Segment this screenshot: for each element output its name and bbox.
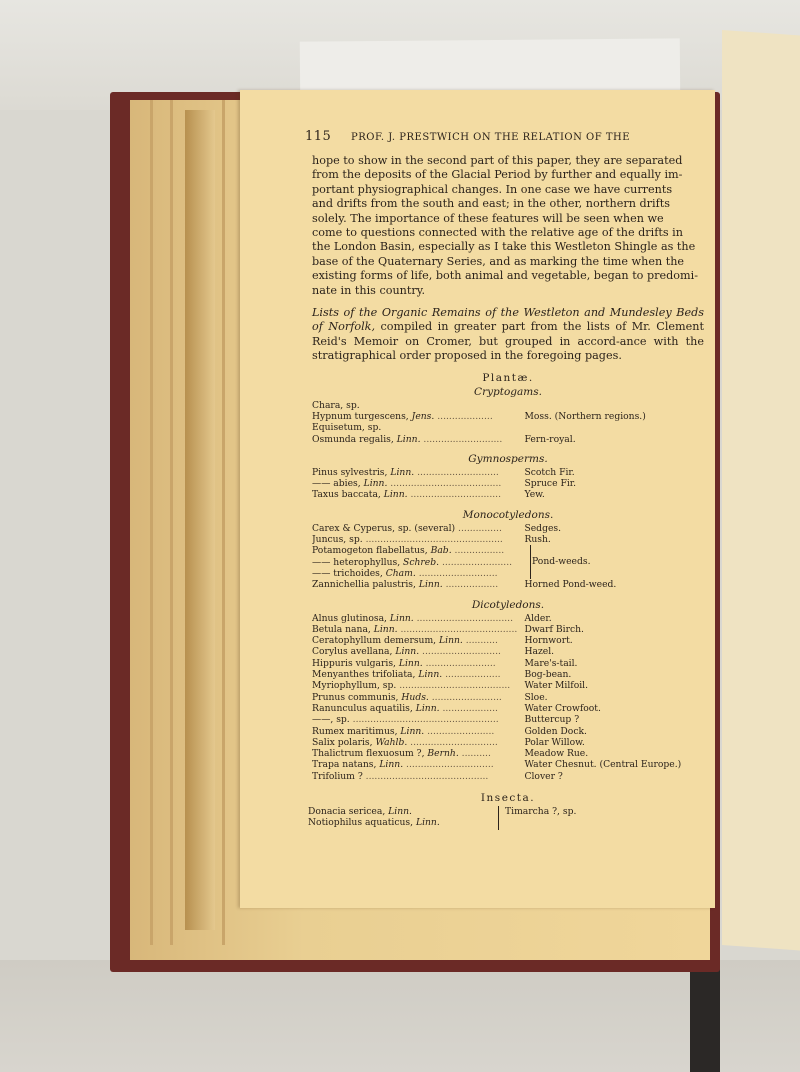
list-item: Betula nana, Linn. ........................................ Dwarf Birch. (312, 623, 584, 635)
list-item: Timarcha ?, sp. (505, 806, 577, 817)
list-item: Trifolium ? .......................................... Clover ? (312, 770, 563, 782)
pond-weeds-label: Pond-weeds. (532, 556, 591, 568)
list-item: Hippuris vulgaris, Linn. ........................ Mare's-tail. (312, 657, 578, 669)
text-line: and drifts from the south and east; in the other, northern drifts (312, 197, 670, 211)
book-gutter (185, 110, 215, 930)
list-item: —— heterophyllus, Schreb. ........................ (312, 556, 513, 568)
page-number: 115 (305, 129, 332, 144)
page-edge (150, 100, 153, 945)
text-line: come to questions connected with the relative age of the drifts in (312, 226, 683, 240)
list-item: Salix polaris, Wahlb. .............................. Polar Willow. (312, 736, 585, 748)
list-item: Notiophilus aquaticus, Linn. (308, 817, 440, 829)
insecta-right-column (498, 806, 576, 830)
text-line: hope to show in the second part of this paper, they are separated (312, 154, 683, 167)
list-item: ——, sp. .................................................. Buttercup ? (312, 714, 580, 726)
list-item: Ceratophyllum demersum, Linn. ........... Hornwort. (312, 635, 573, 647)
cryptogams-list (312, 400, 704, 445)
section-heading-insecta: Insecta. (480, 792, 536, 804)
text-line: nate in this country. (312, 283, 426, 297)
monocotyledons-list (312, 523, 704, 591)
insecta-left-column (308, 806, 498, 830)
list-item: Hypnum turgescens, Jens. ................... Moss. (Northern regions.) (312, 410, 646, 422)
list-item: Chara, sp. (312, 399, 360, 411)
subheading-cryptogams: Cryptogams. (474, 385, 542, 398)
lists-heading-roman: compiled in greater part from the lists of Mr. Clement Reid's Memoir on Cromer, but grouped in accord-ance with the stratigraphical order proposed in the foregoing pages. (312, 320, 704, 363)
text-line: existing forms of life, both animal and vegetable, began to predomi- (312, 269, 698, 283)
text-line: portant physiographical changes. In one case we have currents (312, 182, 673, 196)
list-item: Menyanthes trifoliata, Linn. ................... Bog-bean. (312, 669, 572, 681)
facing-page (722, 30, 800, 950)
subheading-gymnosperms: Gymnosperms. (468, 452, 548, 465)
brace (525, 545, 531, 579)
lists-heading (312, 306, 704, 364)
list-item: Ranunculus aquatilis, Linn. ................... Water Crowfoot. (312, 702, 601, 714)
list-item: Rumex maritimus, Linn. ....................... Golden Dock. (312, 725, 587, 737)
pond-weed-group (312, 545, 704, 579)
list-item: Corylus avellana, Linn. ........................... Hazel. (312, 646, 555, 658)
list-item: Thalictrum flexuosum ?, Bernh. .......... Meadow Rue. (312, 748, 589, 760)
list-item: Pinus sylvestris, Linn. ............................ Scotch Fir. (312, 466, 575, 478)
subheading-dicotyledons: Dicotyledons. (471, 598, 545, 611)
text-line: base of the Quaternary Series, and as marking the time when the (312, 254, 685, 268)
insecta-list (308, 806, 704, 830)
page-content (305, 129, 704, 830)
page-edge (170, 100, 173, 945)
list-item: Potamogeton flabellatus, Bab. ................. (312, 545, 505, 557)
lists-heading-italic: Lists of the Organic Remains of the Westleton and Mundesley Beds of Norfolk, (312, 306, 704, 334)
list-item: Osmunda regalis, Linn. ........................... Fern-royal. (312, 433, 576, 445)
list-item: Myriophyllum, sp. ...................................... Water Milfoil. (312, 680, 589, 692)
list-item: Juncus, sp. ............................................... Rush. (312, 534, 551, 546)
list-item: Prunus communis, Huds. ........................ Sloe. (312, 691, 548, 703)
gymnosperms-list (312, 467, 704, 501)
list-item: —— abies, Linn. ...................................... Spruce Fir. (312, 478, 577, 490)
page-edge (222, 100, 225, 945)
list-item: Carex & Cyperus, sp. (several) ............... Sedges. (312, 522, 562, 534)
section-heading-plantae: Plantæ. (482, 371, 534, 384)
list-item: Trapa natans, Linn. .............................. Water Chesnut. (Central Europe.) (312, 759, 682, 771)
list-item: Donacia sericea, Linn. (308, 806, 412, 817)
list-item: Zannichellia palustris, Linn. .................. Horned Pond-weed. (312, 579, 617, 591)
dicotyledons-list (312, 613, 704, 782)
text-line: solely. The importance of these features will be seen when we (312, 211, 664, 225)
facing-page-text (722, 30, 800, 155)
list-item: Alnus glutinosa, Linn. ................................. Alder. (312, 612, 552, 624)
subheading-monocotyledons: Monocotyledons. (462, 508, 554, 521)
list-item: Taxus baccata, Linn. ............................... Yew. (312, 489, 545, 501)
running-head (305, 129, 704, 150)
text-line: from the deposits of the Glacial Period by further and equally im- (312, 168, 683, 182)
running-title: PROF. J. PRESTWICH ON THE RELATION OF THE (351, 132, 631, 143)
body-paragraph (312, 154, 704, 298)
list-item: Equisetum, sp. (312, 422, 382, 434)
list-item: —— trichoides, Cham. ........................... (312, 567, 498, 579)
text-line: the London Basin, especially as I take this Westleton Shingle as the (312, 240, 696, 254)
background-bottom (0, 960, 800, 1072)
